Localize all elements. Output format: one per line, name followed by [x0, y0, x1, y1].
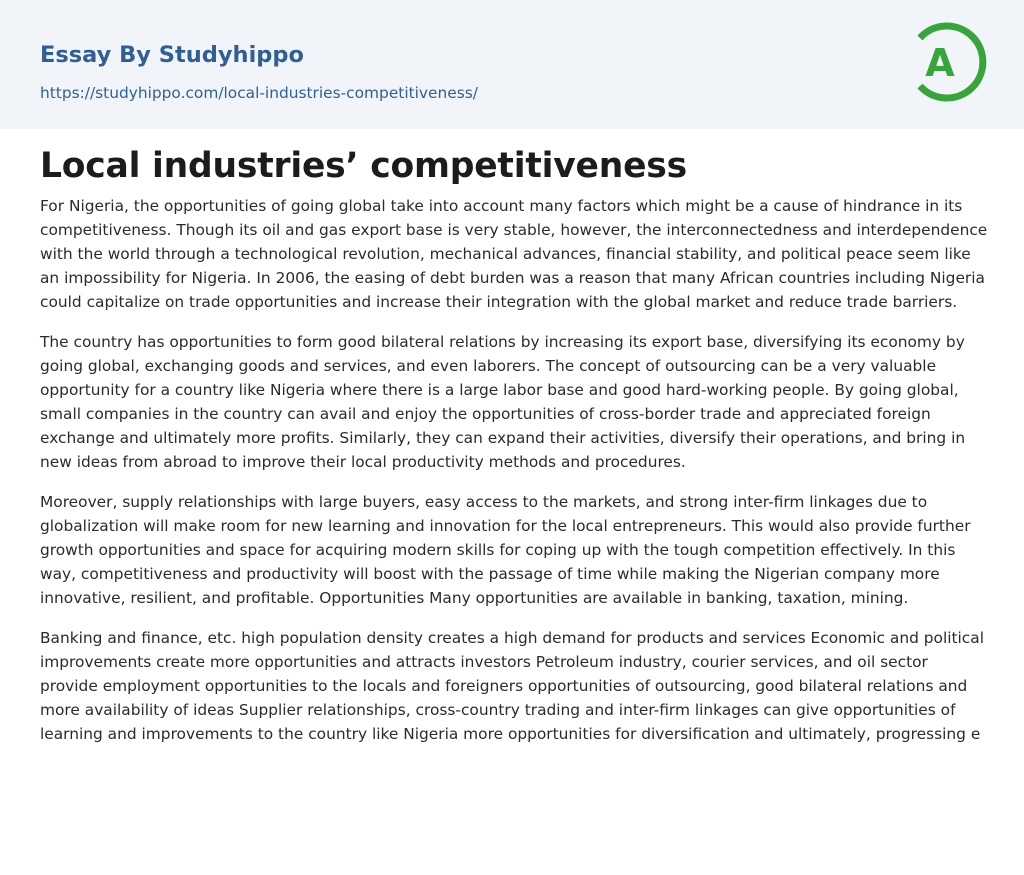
site-header	[0, 0, 1024, 129]
studyhippo-logo-icon[interactable]	[912, 18, 988, 106]
article-body	[40, 194, 988, 762]
logo-letter: A	[925, 41, 955, 85]
article-paragraph-3: Moreover, supply relationships with large buyers, easy access to the markets, and strong inter-firm linkages due to globalization will make room for new learning and innovation for the local entrepreneurs. This would also provide further growth opportunities and space for acquiring modern skills for coping up with the tough competition effectively. In this way, competitiveness and productivity will boost with the passage of time while making the Nigerian company more innovative, resilient, and profitable. Opportunities Many opportunities are available in banking, taxation, mining.	[40, 493, 971, 607]
article-title: Local industries’ competitiveness	[40, 146, 687, 186]
article-paragraph-1: For Nigeria, the opportunities of going global take into account many factors which might be a cause of hindrance in its competitiveness. Though its oil and gas export base is very stable, however, the interconnectedness and interdependence with the world through a technological revolution, mechanical advances, financial stability, and political peace seem like an impossibility for Nigeria. In 2006, the easing of debt burden was a reason that many African countries including Nigeria could capitalize on trade opportunities and increase their integration with the global market and reduce trade barriers.	[40, 197, 988, 311]
article-paragraph-2: The country has opportunities to form good bilateral relations by increasing its export base, diversifying its economy by going global, exchanging goods and services, and even laborers. The concept of outsourcing can be a very valuable opportunity for a country like Nigeria where there is a large labor base and good hard-working people. By going global, small companies in the country can avail and enjoy the opportunities of cross-border trade and appreciated foreign exchange and ultimately more profits. Similarly, they can expand their activities, diversify their operations, and bring in new ideas from abroad to improve their local productivity methods and procedures.	[40, 333, 966, 471]
brand-name[interactable]: Essay By Studyhippo	[40, 42, 304, 68]
article-paragraph-4: Banking and finance, etc. high population density creates a high demand for products and services Economic and political improvements create more opportunities and attracts investors Petroleum industry, courier services, and oil sector provide employment opportunities to the locals and foreigners opportunities of outsourcing, good bilateral relations and more availability of ideas Supplier relationships, cross-country trading and inter-firm linkages can give opportunities of learning and improvements to the country like Nigeria more opportunities for diversification and ultimately, progressing e	[40, 629, 984, 743]
page-url-link[interactable]: https://studyhippo.com/local-industries-competitiveness/	[40, 84, 478, 102]
